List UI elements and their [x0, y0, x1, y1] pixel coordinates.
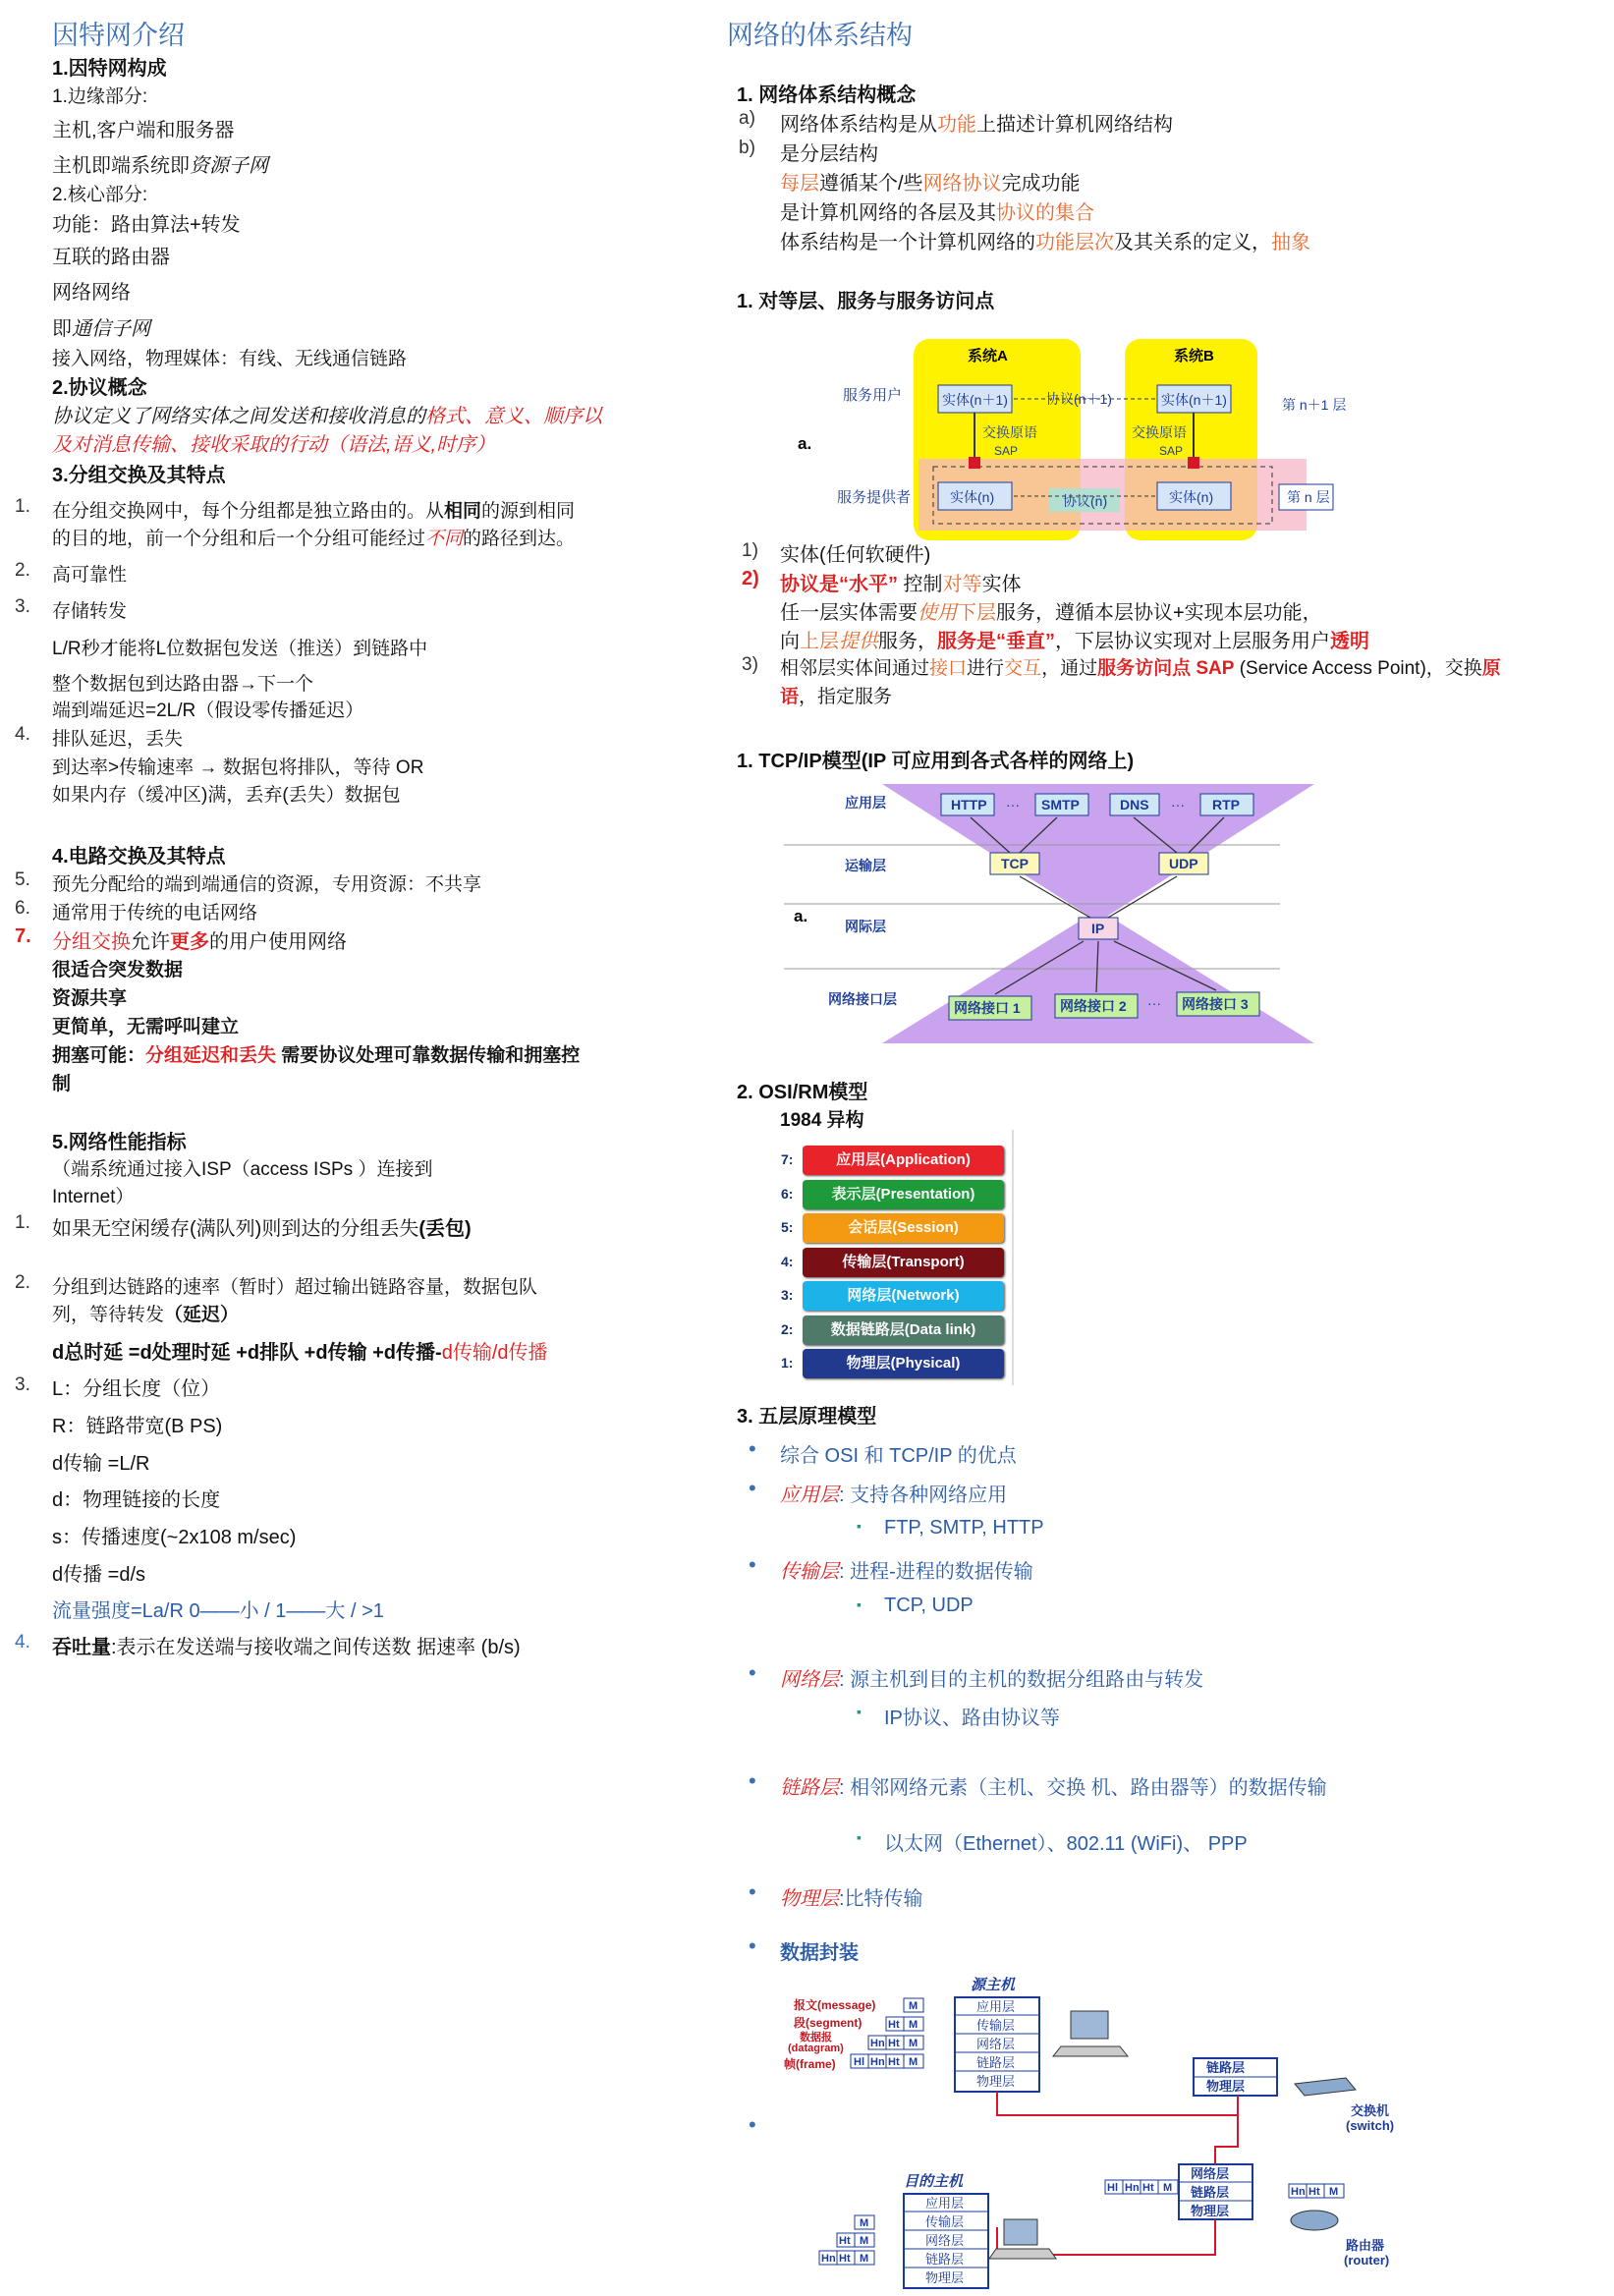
- svg-text:Ht: Ht: [1308, 2186, 1320, 2198]
- svg-text:M: M: [1329, 2186, 1339, 2198]
- square-bullet: ▪: [857, 1596, 862, 1612]
- circuit-b4-cont: 制: [52, 1074, 72, 1094]
- entity-n-a-text: 实体(n): [950, 489, 995, 505]
- heading-osi: 2. OSI/RM模型: [737, 1082, 868, 1103]
- delay-formula: d总时延 =d处理时延 +d排队 +d传输 +d传播-d传输/d传播: [52, 1342, 548, 1364]
- svg-text:M: M: [909, 2019, 918, 2031]
- packet-p3b: 整个数据包到达路由器→下一个: [52, 674, 314, 695]
- svg-text:Ht: Ht: [839, 2235, 851, 2247]
- fr-label: 帧(frame): [784, 2057, 836, 2071]
- list-letter: a): [739, 108, 755, 129]
- osi-layer-number: 5:: [781, 1219, 794, 1235]
- dg-label: 数据报: [800, 2032, 832, 2044]
- dst-app: 应用层: [925, 2196, 965, 2211]
- arch-a: 网络体系结构是从功能上描述计算机网络结构: [780, 114, 1173, 136]
- switch-en-label: (switch): [1346, 2118, 1395, 2133]
- perf-d: d：物理链接的长度: [52, 1489, 221, 1511]
- perf-p2-b: 列，等待转发（延迟）: [52, 1305, 240, 1325]
- peer-p3-cont: 语，指定服务: [780, 687, 893, 707]
- list-number: 2.: [15, 1272, 30, 1293]
- osi-layer-bar: 传输层(Transport): [803, 1248, 1004, 1277]
- square-bullet: ▪: [857, 1518, 862, 1534]
- list-number: 4.: [15, 1632, 30, 1652]
- proto-n-text: 协议(n): [1063, 493, 1108, 509]
- proto-n1-text: 协议(n＋1): [1046, 391, 1112, 407]
- switch-label: 交换机: [1351, 2103, 1390, 2118]
- list-number: 1.: [15, 1212, 30, 1233]
- perf-L: L：分组长度（位）: [52, 1378, 221, 1400]
- packet-p4a: 到达率>传输速率 → 数据包将排队，等待 OR: [52, 757, 424, 778]
- throughput: 吞吐量:表示在发送端与接收端之间传送数 据速率 (b/s): [52, 1637, 521, 1658]
- router-icon: [1291, 2211, 1338, 2230]
- svg-text:Ht: Ht: [1142, 2182, 1154, 2194]
- osi-year: 1984 异构: [780, 1110, 864, 1131]
- circuit-p5: 预先分配给的端到端通信的资源，专用资源：不共享: [52, 874, 482, 895]
- dst-stack: [904, 2194, 988, 2288]
- bullet: •: [749, 1768, 756, 1793]
- circuit-p6: 通常用于传统的电话网络: [52, 903, 258, 924]
- osi-layer-bar: 网络层(Network): [803, 1281, 1004, 1311]
- layer-n-text: 第 n 层: [1287, 489, 1330, 505]
- bullet: •: [749, 1436, 756, 1461]
- switch-stack: [1194, 2058, 1277, 2096]
- dst-phy: 物理层: [925, 2270, 965, 2285]
- svg-text:Ht: Ht: [888, 2019, 900, 2031]
- layer-n1-text: 第 n＋1 层: [1282, 397, 1347, 413]
- svg-text:Ht: Ht: [888, 2056, 900, 2068]
- heading-packet-switching: 3.分组交换及其特点: [52, 465, 226, 486]
- core-subnet: 即通信子网: [52, 318, 150, 340]
- prim-b-text: 交换原语: [1132, 424, 1187, 440]
- diagram-a-label: a.: [794, 907, 808, 925]
- circuit-b1: 很适合突发数据: [52, 960, 184, 980]
- dots-3: ···: [1147, 995, 1161, 1011]
- switch-icon: [1295, 2078, 1356, 2096]
- left-title: 因特网介绍: [52, 21, 185, 50]
- router-label: 路由器: [1346, 2238, 1385, 2253]
- list-number: 5.: [15, 869, 30, 890]
- osi-divider: [1012, 1130, 1014, 1385]
- prim-a-text: 交换原语: [982, 424, 1037, 440]
- perf-intro-a: （端系统通过接入ISP（access ISPs ）连接到: [52, 1159, 433, 1180]
- router-en-label: (router): [1344, 2253, 1390, 2268]
- arch-d: 是计算机网络的各层及其协议的集合: [780, 202, 1094, 224]
- five-encap: 数据封装: [780, 1942, 859, 1964]
- peer-layer-diagram: [798, 339, 1347, 540]
- packet-p3a: L/R秒才能将L位数据包发送（推送）到链路中: [52, 639, 428, 659]
- sap-b-marker: [1188, 457, 1199, 469]
- osi-layer-number: 3:: [781, 1287, 794, 1303]
- core-label: 2.核心部分:: [52, 185, 148, 205]
- box-smtp-text: SMTP: [1041, 797, 1080, 812]
- arch-c: 每层遵循某个/些网络协议完成功能: [780, 173, 1081, 195]
- five-net: 网络层: 源主机到目的主机的数据分组路由与转发: [780, 1669, 1204, 1691]
- list-letter: b): [739, 138, 755, 158]
- service-user-label: 服务用户: [843, 387, 903, 404]
- layer-link-label: 网络接口层: [828, 991, 897, 1007]
- peer-p1: 实体(任何软硬件): [780, 544, 931, 566]
- square-bullet: ▪: [857, 1704, 862, 1719]
- list-number: 4.: [15, 724, 30, 745]
- osi-layer-bar: 表示层(Presentation): [803, 1180, 1004, 1209]
- src-net: 网络层: [976, 2037, 1016, 2051]
- packet-p1-b: 的目的地，前一个分组和后一个分组可能经过不同的路径到达。: [52, 529, 576, 549]
- traffic-intensity: 流量强度=La/R 0——小 / 1——大 / >1: [52, 1600, 384, 1622]
- bullet: •: [749, 1552, 756, 1577]
- arch-b: 是分层结构: [780, 143, 878, 165]
- dots-2: ···: [1171, 797, 1185, 812]
- packet-p4b: 如果内存（缓冲区)满，丢弃(丢失）数据包: [52, 785, 401, 806]
- perf-R: R：链路带宽(B PS): [52, 1416, 223, 1437]
- layer-inet-label: 网际层: [845, 919, 886, 934]
- peer-p3: 相邻层实体间通过接口进行交互，通过服务访问点 SAP (Service Access Point)，交换原: [780, 658, 1501, 679]
- heading-tcpip: 1. TCP/IP模型(IP 可应用到各式各样的网络上): [737, 751, 1135, 772]
- perf-intro-b: Internet）: [52, 1187, 135, 1207]
- five-app-sub: FTP, SMTP, HTTP: [884, 1517, 1044, 1539]
- box-tcp-text: TCP: [1001, 856, 1029, 871]
- layer-trans-label: 运输层: [845, 858, 886, 873]
- layer-app-label: 应用层: [845, 795, 886, 811]
- sap-b-text: SAP: [1159, 444, 1184, 458]
- box-http-text: HTTP: [951, 797, 987, 812]
- five-link-sub: 以太网（Ethernet）、802.11 (WiFi)、 PPP: [884, 1833, 1248, 1855]
- five-trans-sub: TCP, UDP: [884, 1595, 974, 1616]
- computer-icon: [1053, 2011, 1128, 2056]
- five-link: 链路层: 相邻网络元素（主机、交换 机、路由器等）的数据传输: [780, 1777, 1327, 1799]
- heading-internet-structure: 1.因特网构成: [52, 58, 167, 80]
- list-number: 3): [742, 654, 758, 675]
- list-number: 1.: [15, 496, 30, 517]
- svg-text:M: M: [909, 2056, 918, 2068]
- perf-p2-a: 分组到达链路的速率（暂时）超过输出链路容量，数据包队: [52, 1277, 538, 1298]
- packet-p3: 存储转发: [52, 601, 128, 622]
- sap-a-marker: [969, 457, 980, 469]
- src-app: 应用层: [976, 1999, 1016, 2014]
- dst-lnk: 链路层: [925, 2252, 965, 2267]
- heading-arch-concept: 1. 网络体系结构概念: [737, 84, 917, 106]
- osi-layer-number: 1:: [781, 1355, 794, 1371]
- heading-five-layer: 3. 五层原理模型: [737, 1406, 877, 1428]
- osi-layer-bar: 会话层(Session): [803, 1213, 1004, 1243]
- rt-phy: 物理层: [1191, 2204, 1230, 2218]
- bullet: •: [749, 1660, 756, 1685]
- svg-text:Hn: Hn: [821, 2253, 836, 2265]
- right-title: 网络的体系结构: [727, 21, 913, 50]
- heading-performance: 5.网络性能指标: [52, 1132, 187, 1153]
- entity-n1-a-text: 实体(n＋1): [942, 392, 1008, 408]
- svg-text:M: M: [909, 2000, 918, 2012]
- protocol-def-2: 及对消息传输、接收采取的行动（语法,语义,时序）: [52, 434, 496, 456]
- osi-layer-number: 2:: [781, 1320, 794, 1337]
- tcpip-hourglass-diagram: [784, 776, 1319, 1046]
- bullet: •: [749, 1476, 756, 1500]
- circuit-b4: 拥塞可能：分组延迟和丢失 需要协议处理可靠数据传输和拥塞控: [52, 1045, 581, 1066]
- box-rtp-text: RTP: [1212, 797, 1240, 812]
- protocol-def-1: 协议定义了网络实体之间发送和接收消息的格式、意义、顺序以: [52, 406, 602, 427]
- core-func: 功能：路由算法+转发: [52, 214, 241, 236]
- box-udp-text: UDP: [1169, 856, 1198, 871]
- svg-text:Hn: Hn: [1125, 2182, 1140, 2194]
- bullet: •: [749, 2112, 756, 2137]
- sap-a-text: SAP: [994, 444, 1019, 458]
- svg-text:Hn: Hn: [1291, 2186, 1306, 2198]
- svg-text:M: M: [909, 2038, 918, 2049]
- list-number: 2): [742, 568, 759, 589]
- square-bullet: ▪: [857, 1829, 862, 1845]
- list-number: 1): [742, 540, 758, 561]
- circuit-p7: 分组交换允许更多的用户使用网络: [52, 931, 347, 953]
- peer-p2: 协议是“水平” 控制对等实体: [780, 574, 1022, 595]
- diagram-a-label: a.: [798, 434, 812, 453]
- osi-layer-bar: 应用层(Application): [803, 1146, 1004, 1175]
- sw-lnk: 链路层: [1206, 2060, 1246, 2075]
- entity-n1-b-text: 实体(n＋1): [1161, 392, 1227, 408]
- svg-text:Hl: Hl: [1107, 2182, 1118, 2194]
- heading-circuit-switching: 4.电路交换及其特点: [52, 846, 226, 868]
- bullet: •: [749, 1879, 756, 1904]
- perf-dtrans: d传输 =L/R: [52, 1453, 150, 1475]
- packet-p4: 排队延迟，丢失: [52, 729, 184, 750]
- svg-text:Ht: Ht: [888, 2038, 900, 2049]
- perf-s: s：传播速度(~2x108 m/sec): [52, 1527, 297, 1548]
- circuit-b3: 更简单，无需呼叫建立: [52, 1017, 240, 1037]
- osi-layer-number: 4:: [781, 1253, 794, 1269]
- svg-text:Ht: Ht: [839, 2253, 851, 2265]
- edge-subnet: 主机即端系统即资源子网: [52, 155, 268, 177]
- red-path-2: [1215, 2096, 1238, 2164]
- rt-lnk: 链路层: [1191, 2185, 1230, 2200]
- system-b-label: 系统B: [1174, 348, 1214, 364]
- dg2-label: (datagram): [788, 2043, 844, 2054]
- svg-text:M: M: [860, 2253, 869, 2265]
- service-provider-label: 服务提供者: [837, 489, 912, 506]
- bullet: •: [749, 1933, 756, 1958]
- seg-label: 段(segment): [794, 2016, 863, 2030]
- peer-p2f: 向上层提供服务，服务是“垂直”，下层协议实现对上层服务用户透明: [780, 631, 1369, 652]
- osi-layer-number: 6:: [781, 1185, 794, 1202]
- list-number: 3.: [15, 596, 30, 617]
- src-lnk: 链路层: [976, 2055, 1016, 2070]
- osi-layer-bar: 物理层(Physical): [803, 1349, 1004, 1378]
- router-stack: [1179, 2164, 1252, 2219]
- svg-text:M: M: [860, 2235, 869, 2247]
- packet-p3c: 端到端延迟=2L/R（假设零传播延迟）: [52, 700, 364, 721]
- box-if1-text: 网络接口 1: [954, 1000, 1021, 1016]
- svg-text:M: M: [1163, 2182, 1173, 2194]
- src-host-label: 源主机: [971, 1977, 1016, 1993]
- list-number: 7.: [15, 925, 31, 947]
- svg-text:M: M: [860, 2217, 869, 2229]
- list-number: 6.: [15, 898, 30, 919]
- packet-p1-a: 在分组交换网中，每个分组都是独立路由的。从相同的源到相同: [52, 501, 576, 522]
- peer-p2e: 任一层实体需要使用下层服务，遵循本层协议+实现本层功能，: [780, 602, 1322, 624]
- dst-headers: [819, 2215, 874, 2265]
- rt-net: 网络层: [1191, 2166, 1230, 2181]
- box-ip-text: IP: [1091, 921, 1105, 936]
- five-l1: 综合 OSI 和 TCP/IP 的优点: [780, 1445, 1017, 1467]
- edge-label: 1.边缘部分:: [52, 86, 148, 107]
- heading-peer-layers: 1. 对等层、服务与服务访问点: [737, 291, 995, 312]
- svg-text:Hn: Hn: [870, 2056, 885, 2068]
- five-trans: 传输层: 进程-进程的数据传输: [780, 1561, 1033, 1583]
- box-if3-text: 网络接口 3: [1182, 996, 1249, 1012]
- computer-icon: [989, 2219, 1056, 2259]
- dots-1: ···: [1006, 797, 1020, 812]
- src-phy: 物理层: [976, 2074, 1016, 2089]
- osi-layer-number: 7:: [781, 1151, 794, 1167]
- access-network: 接入网络，物理媒体：有线、无线通信链路: [52, 349, 408, 369]
- box-dns-text: DNS: [1120, 797, 1149, 812]
- edge-hosts: 主机,客户端和服务器: [52, 120, 235, 141]
- list-number: 3.: [15, 1374, 30, 1395]
- core-network: 网络网络: [52, 282, 131, 304]
- box-if2-text: 网络接口 2: [1060, 998, 1127, 1014]
- entity-n-b-text: 实体(n): [1169, 489, 1214, 505]
- perf-dprop: d传播 =d/s: [52, 1564, 146, 1586]
- five-phy: 物理层:比特传输: [780, 1888, 923, 1910]
- system-a-label: 系统A: [968, 348, 1008, 364]
- perf-p1: 如果无空闲缓存(满队列)则到达的分组丢失(丢包): [52, 1218, 472, 1240]
- svg-text:Hl: Hl: [854, 2056, 864, 2068]
- src-trn: 传输层: [976, 2018, 1016, 2033]
- heading-protocol: 2.协议概念: [52, 377, 147, 399]
- dst-host-label: 目的主机: [904, 2173, 964, 2190]
- dst-net: 网络层: [925, 2233, 965, 2248]
- packet-p2: 高可靠性: [52, 565, 128, 586]
- core-routers: 互联的路由器: [52, 247, 170, 268]
- circuit-b2: 资源共享: [52, 988, 128, 1009]
- svg-text:Hn: Hn: [870, 2038, 885, 2049]
- sw-phy: 物理层: [1206, 2079, 1246, 2094]
- dst-trn: 传输层: [925, 2214, 965, 2229]
- arch-e: 体系结构是一个计算机网络的功能层次及其关系的定义，抽象: [780, 232, 1310, 253]
- msg-label: 报文(message): [794, 1998, 876, 2012]
- five-net-sub: IP协议、路由协议等: [884, 1708, 1060, 1729]
- list-number: 2.: [15, 560, 30, 581]
- five-app: 应用层: 支持各种网络应用: [780, 1484, 1008, 1506]
- osi-layer-bar: 数据链路层(Data link): [803, 1316, 1004, 1345]
- src-stack: [955, 1997, 1039, 2092]
- encapsulation-diagram: [776, 1970, 1415, 2294]
